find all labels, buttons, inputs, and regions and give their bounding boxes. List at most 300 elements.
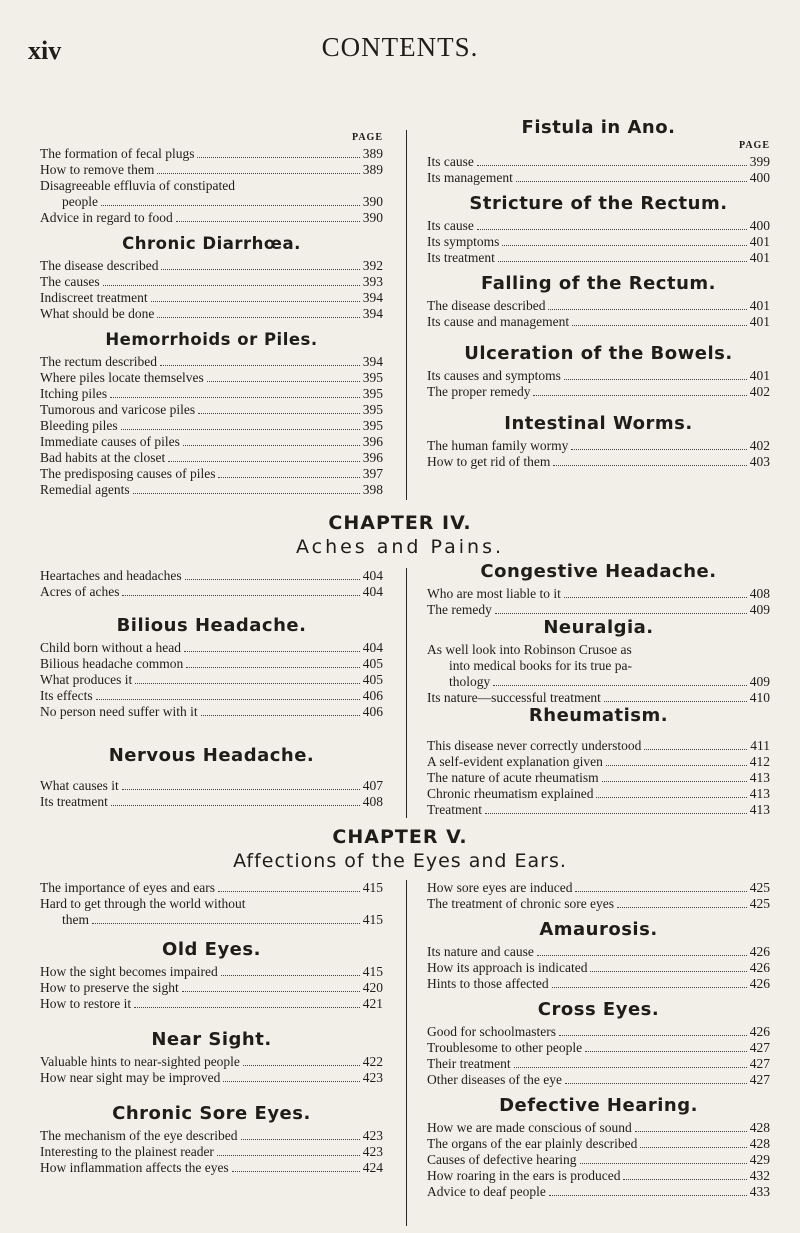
dot-leader xyxy=(565,1083,747,1084)
section-heading: Fistula in Ano. xyxy=(521,117,676,138)
toc-page-number: 393 xyxy=(362,274,383,289)
toc-list xyxy=(40,354,383,498)
toc-entry-text: Advice to deaf people xyxy=(427,1184,546,1199)
dot-leader xyxy=(157,173,359,174)
toc-list xyxy=(40,1054,383,1086)
toc-page-number: 422 xyxy=(362,1054,383,1069)
toc-page-number: 405 xyxy=(362,656,383,671)
toc-page-number: 394 xyxy=(362,354,383,369)
page-folio: xiv xyxy=(28,36,62,65)
toc-entry-text: Remedial agents xyxy=(40,482,130,497)
toc-entry-text: Hints to those affected xyxy=(427,976,549,991)
toc-entry-text: Bleeding piles xyxy=(40,418,118,433)
toc-page-number: 408 xyxy=(749,586,770,601)
dot-leader xyxy=(564,597,747,598)
section-heading: Intestinal Worms. xyxy=(504,413,693,434)
toc-page-number: 415 xyxy=(362,964,383,979)
toc-page-number: 404 xyxy=(362,640,383,655)
toc-page-number: 421 xyxy=(362,996,383,1011)
toc-entry-text: Valuable hints to near-sighted people xyxy=(40,1054,240,1069)
chapter-heading: CHAPTER IV. xyxy=(328,512,472,534)
dot-leader xyxy=(157,317,359,318)
toc-entry xyxy=(427,880,770,896)
dot-leader xyxy=(564,379,747,380)
toc-entry xyxy=(40,880,383,896)
toc-entry-text: The disease described xyxy=(40,258,159,273)
toc-entry-text: Interesting to the plainest reader xyxy=(40,1144,214,1159)
toc-entry xyxy=(40,794,383,810)
toc-entry xyxy=(427,1136,770,1152)
toc-entry-text: How near sight may be improved xyxy=(40,1070,221,1085)
toc-entry-text: As well look into Robinson Crusoe as xyxy=(427,642,632,657)
toc-entry xyxy=(40,1128,383,1144)
toc-entry xyxy=(427,1056,770,1072)
dot-leader xyxy=(232,1171,360,1172)
section-heading: Bilious Headache. xyxy=(116,615,307,636)
dot-leader xyxy=(96,699,360,700)
toc-list xyxy=(427,154,770,186)
toc-list xyxy=(427,1120,770,1200)
toc-entry xyxy=(40,1054,383,1070)
top-right-column xyxy=(427,117,770,470)
toc-entry-text: The treatment of chronic sore eyes xyxy=(427,896,615,911)
toc-entry xyxy=(427,170,770,186)
toc-entry-text: How the sight becomes impaired xyxy=(40,964,218,979)
dot-leader xyxy=(553,465,746,466)
toc-entry xyxy=(40,466,383,482)
toc-page-number: 400 xyxy=(749,170,770,185)
toc-page-number: 390 xyxy=(362,210,383,225)
toc-entry xyxy=(427,250,770,266)
toc-page-number: 396 xyxy=(362,434,383,449)
toc-list xyxy=(427,944,770,992)
toc-page-number: 395 xyxy=(362,386,383,401)
toc-entry-text: The mechanism of the eye described xyxy=(40,1128,238,1143)
toc-entry xyxy=(427,1120,770,1136)
toc-page-number: 410 xyxy=(749,690,770,705)
toc-list xyxy=(427,438,770,470)
page-label: PAGE xyxy=(738,140,770,151)
toc-entry-text: Bilious headache common xyxy=(40,656,184,671)
dot-leader xyxy=(635,1131,747,1132)
toc-entry-text: How roaring in the ears is produced xyxy=(427,1168,621,1183)
section-heading: Cross Eyes. xyxy=(537,999,660,1020)
toc-entry-text: Its management xyxy=(427,170,513,185)
toc-entry-text: How to preserve the sight xyxy=(40,980,179,995)
toc-page-number: 424 xyxy=(362,1160,383,1175)
toc-list xyxy=(40,568,383,600)
section-heading: Rheumatism. xyxy=(528,705,669,726)
toc-entry-text: The importance of eyes and ears xyxy=(40,880,216,895)
toc-page-number: 394 xyxy=(362,290,383,305)
toc-entry-text: Its cause xyxy=(427,154,474,169)
dot-leader xyxy=(514,1067,747,1068)
dot-leader xyxy=(198,413,360,414)
toc-entry-text: Tumorous and varicose piles xyxy=(40,402,196,417)
toc-entry xyxy=(427,454,770,470)
toc-page-number: 413 xyxy=(749,786,770,801)
section-heading: Chronic Sore Eyes. xyxy=(112,1103,311,1124)
toc-list xyxy=(427,690,770,706)
toc-entry xyxy=(40,1160,383,1176)
bottom-left-column xyxy=(40,880,383,1176)
toc-entry-text: The organs of the ear plainly described xyxy=(427,1136,638,1151)
toc-entry-text: Where piles locate themselves xyxy=(40,370,204,385)
toc-entry xyxy=(40,640,383,656)
toc-page-number: 427 xyxy=(749,1056,770,1071)
toc-list xyxy=(40,146,383,178)
toc-entry-text: The remedy xyxy=(427,602,492,617)
toc-entry-text: Hard to get through the world without xyxy=(40,896,246,911)
toc-entry-text: people xyxy=(62,194,98,209)
dot-leader xyxy=(537,955,747,956)
toc-page-number: 423 xyxy=(362,1144,383,1159)
toc-list xyxy=(40,640,383,720)
dot-leader xyxy=(640,1147,746,1148)
dot-leader xyxy=(533,395,746,396)
toc-entry-text: Indiscreet treatment xyxy=(40,290,148,305)
toc-entry xyxy=(427,896,770,912)
toc-entry xyxy=(40,656,383,672)
toc-entry-text: Other diseases of the eye xyxy=(427,1072,562,1087)
toc-entry xyxy=(427,154,770,170)
section-heading: Defective Hearing. xyxy=(499,1095,698,1116)
toc-entry xyxy=(427,802,770,818)
dot-leader xyxy=(502,245,746,246)
toc-entry-text: What should be done xyxy=(40,306,155,321)
toc-page-number: 409 xyxy=(749,674,770,689)
toc-entry-text: Advice in regard to food xyxy=(40,210,173,225)
toc-entry-text: Bad habits at the closet xyxy=(40,450,166,465)
toc-entry xyxy=(427,368,770,384)
toc-page-number: 401 xyxy=(749,368,770,383)
toc-entry xyxy=(40,418,383,434)
dot-leader xyxy=(182,991,360,992)
toc-entry xyxy=(40,1070,383,1086)
toc-entry xyxy=(427,384,770,400)
section-heading: Ulceration of the Bowels. xyxy=(464,343,733,364)
dot-leader xyxy=(575,891,746,892)
toc-page-number: 433 xyxy=(749,1184,770,1199)
toc-page-number: 399 xyxy=(749,154,770,169)
dot-leader xyxy=(243,1065,360,1066)
toc-page-number: 408 xyxy=(362,794,383,809)
dot-leader xyxy=(572,325,747,326)
toc-entry-text: thology xyxy=(449,674,491,689)
dot-leader xyxy=(596,797,746,798)
toc-entry-text: No person need suffer with it xyxy=(40,704,198,719)
toc-entry-text: into medical books for its true pa- xyxy=(449,658,632,673)
toc-entry-text: What produces it xyxy=(40,672,133,687)
toc-entry xyxy=(40,778,383,794)
toc-page-number: 409 xyxy=(749,602,770,617)
dot-leader xyxy=(183,445,360,446)
toc-page-number: 389 xyxy=(362,146,383,161)
toc-entry-text: The formation of fecal plugs xyxy=(40,146,195,161)
dot-leader xyxy=(477,165,747,166)
toc-page-number: 392 xyxy=(362,258,383,273)
dot-leader xyxy=(477,229,747,230)
toc-entry-text: How its approach is indicated xyxy=(427,960,588,975)
toc-entry-text: Its treatment xyxy=(427,250,495,265)
chapter-title: Aches and Pains. xyxy=(295,536,505,558)
toc-entry xyxy=(427,1040,770,1056)
toc-entry-text: Child born without a head xyxy=(40,640,181,655)
section-heading: Chronic Diarrhœa. xyxy=(122,234,301,253)
page-header xyxy=(0,0,800,65)
toc-page-number: 396 xyxy=(362,450,383,465)
toc-entry-text: The rectum described xyxy=(40,354,157,369)
toc-entry-text: Disagreeable effluvia of constipated xyxy=(40,178,236,193)
toc-page-number: 401 xyxy=(749,250,770,265)
toc-page-number: 398 xyxy=(362,482,383,497)
dot-leader xyxy=(185,579,360,580)
chapter-title: Affections of the Eyes and Ears. xyxy=(233,850,567,872)
dot-leader xyxy=(201,715,360,716)
dot-leader xyxy=(110,397,360,398)
dot-leader xyxy=(580,1163,747,1164)
toc-page-number: 425 xyxy=(749,880,770,895)
toc-entry xyxy=(40,402,383,418)
toc-list xyxy=(40,880,383,896)
toc-entry xyxy=(40,274,383,290)
toc-entry xyxy=(427,754,770,770)
dot-leader xyxy=(121,429,360,430)
toc-entry xyxy=(40,146,383,162)
dot-leader xyxy=(135,683,360,684)
toc-entry-text: Troublesome to other people xyxy=(427,1040,583,1055)
toc-list xyxy=(40,1128,383,1176)
toc-list xyxy=(40,210,383,226)
toc-page-number: 394 xyxy=(362,306,383,321)
toc-entry-text: Its nature and cause xyxy=(427,944,534,959)
toc-page-number: 426 xyxy=(749,944,770,959)
dot-leader xyxy=(241,1139,360,1140)
toc-entry-text: Its cause xyxy=(427,218,474,233)
toc-entry xyxy=(40,290,383,306)
section-heading: Near Sight. xyxy=(151,1029,272,1050)
toc-entry xyxy=(40,688,383,704)
section-heading: Neuralgia. xyxy=(543,617,654,638)
dot-leader xyxy=(548,309,746,310)
toc-list xyxy=(427,586,770,618)
dot-leader xyxy=(223,1081,359,1082)
toc-page-number: 423 xyxy=(362,1128,383,1143)
toc-entry xyxy=(427,1168,770,1184)
dot-leader xyxy=(559,1035,747,1036)
toc-page-number: 397 xyxy=(362,466,383,481)
toc-entry xyxy=(427,786,770,802)
toc-entry-text: How sore eyes are induced xyxy=(427,880,573,895)
toc-page-number: 426 xyxy=(749,1024,770,1039)
dot-leader xyxy=(151,301,360,302)
toc-page-number: 401 xyxy=(749,298,770,313)
toc-entry xyxy=(40,450,383,466)
toc-entry xyxy=(40,386,383,402)
toc-page-number: 423 xyxy=(362,1070,383,1085)
toc-page-number: 425 xyxy=(749,896,770,911)
toc-entry xyxy=(427,976,770,992)
toc-page-number: 407 xyxy=(362,778,383,793)
toc-entry-text: Good for schoolmasters xyxy=(427,1024,556,1039)
dot-leader xyxy=(221,975,360,976)
toc-entry-text: How to get rid of them xyxy=(427,454,551,469)
dot-leader xyxy=(552,987,747,988)
toc-entry-text: Itching piles xyxy=(40,386,108,401)
mid-left-column xyxy=(40,568,383,810)
toc-entry xyxy=(40,964,383,980)
toc-list xyxy=(427,880,770,912)
toc-page-number: 390 xyxy=(362,194,383,209)
toc-entry-text: Its cause and management xyxy=(427,314,570,329)
dot-leader xyxy=(644,749,747,750)
toc-page-number: 426 xyxy=(749,976,770,991)
toc-entry xyxy=(40,704,383,720)
dot-leader xyxy=(122,595,359,596)
toc-page-number: 389 xyxy=(362,162,383,177)
toc-entry-text: The human family wormy xyxy=(427,438,569,453)
toc-entry xyxy=(427,298,770,314)
toc-page-number: 405 xyxy=(362,672,383,687)
toc-page-number: 412 xyxy=(749,754,770,769)
toc-entry-text: The disease described xyxy=(427,298,546,313)
toc-entry-text: Its effects xyxy=(40,688,93,703)
toc-entry-text: Acres of aches xyxy=(40,584,120,599)
toc-page-number: 404 xyxy=(362,568,383,583)
dot-leader xyxy=(176,221,360,222)
section-heading: Nervous Headache. xyxy=(108,745,315,766)
toc-entry xyxy=(40,434,383,450)
toc-entry xyxy=(427,642,770,690)
dot-leader xyxy=(133,493,360,494)
dot-leader xyxy=(590,971,746,972)
toc-entry xyxy=(427,1024,770,1040)
dot-leader xyxy=(168,461,360,462)
toc-entry xyxy=(40,178,383,210)
toc-page-number: 395 xyxy=(362,402,383,417)
dot-leader xyxy=(604,701,747,702)
toc-list xyxy=(427,738,770,818)
dot-leader xyxy=(495,613,747,614)
toc-page-number: 415 xyxy=(362,880,383,895)
toc-entry-text: Treatment xyxy=(427,802,482,817)
toc-page-number: 402 xyxy=(749,438,770,453)
column-divider xyxy=(406,880,407,1226)
toc-entry xyxy=(40,354,383,370)
section-heading: Hemorrhoids or Piles. xyxy=(105,330,318,349)
toc-entry xyxy=(427,770,770,786)
toc-entry-text: How we are made conscious of sound xyxy=(427,1120,632,1135)
toc-entry xyxy=(40,672,383,688)
toc-entry xyxy=(40,258,383,274)
dot-leader xyxy=(585,1051,747,1052)
toc-list xyxy=(427,218,770,266)
toc-entry xyxy=(40,996,383,1012)
section-heading: Old Eyes. xyxy=(162,939,261,960)
page-label: PAGE xyxy=(351,132,383,143)
dot-leader xyxy=(218,891,360,892)
toc-page-number: 411 xyxy=(750,738,770,753)
toc-entry xyxy=(427,1072,770,1088)
toc-entry-text: The proper remedy xyxy=(427,384,531,399)
dot-leader xyxy=(571,449,746,450)
toc-entry-text: The nature of acute rheumatism xyxy=(427,770,599,785)
toc-entry xyxy=(40,568,383,584)
dot-leader xyxy=(485,813,747,814)
toc-page-number: 428 xyxy=(749,1136,770,1151)
toc-entry-text: Causes of defective hearing xyxy=(427,1152,577,1167)
toc-entry-text: Who are most liable to it xyxy=(427,586,561,601)
toc-entry-text: How to remove them xyxy=(40,162,155,177)
dot-leader xyxy=(217,1155,360,1156)
toc-entry-text: The causes xyxy=(40,274,100,289)
toc-entry xyxy=(40,306,383,322)
toc-list xyxy=(40,964,383,1012)
toc-entry-text: Its causes and symptoms xyxy=(427,368,561,383)
toc-entry xyxy=(40,980,383,996)
toc-entry xyxy=(40,896,383,928)
toc-entry xyxy=(427,438,770,454)
dot-leader xyxy=(122,789,360,790)
toc-page-number: 429 xyxy=(749,1152,770,1167)
toc-list xyxy=(427,1024,770,1088)
toc-entry xyxy=(40,370,383,386)
toc-entry xyxy=(40,584,383,600)
column-divider xyxy=(406,130,407,500)
toc-entry xyxy=(427,1184,770,1200)
toc-page-number: 395 xyxy=(362,370,383,385)
dot-leader xyxy=(134,1007,360,1008)
dot-leader xyxy=(160,365,360,366)
dot-leader xyxy=(103,285,360,286)
toc-page-number: 427 xyxy=(749,1072,770,1087)
dot-leader xyxy=(161,269,359,270)
toc-entry-text: Immediate causes of piles xyxy=(40,434,180,449)
toc-list xyxy=(40,778,383,810)
dot-leader xyxy=(207,381,360,382)
toc-entry-text: How to restore it xyxy=(40,996,132,1011)
toc-entry-text: Its treatment xyxy=(40,794,108,809)
toc-page-number: 432 xyxy=(749,1168,770,1183)
toc-entry-text: them xyxy=(62,912,89,927)
toc-list xyxy=(427,298,770,330)
toc-list xyxy=(40,258,383,322)
dot-leader xyxy=(184,651,360,652)
toc-page-number: 395 xyxy=(362,418,383,433)
column-divider xyxy=(406,568,407,818)
toc-entry xyxy=(40,162,383,178)
toc-page-number: 415 xyxy=(362,912,383,927)
dot-leader xyxy=(516,181,747,182)
dot-leader xyxy=(498,261,747,262)
toc-page-number: 401 xyxy=(749,314,770,329)
section-heading: Amaurosis. xyxy=(539,919,658,940)
toc-entry-text: Heartaches and headaches xyxy=(40,568,182,583)
toc-entry-text: What causes it xyxy=(40,778,119,793)
toc-entry-text: Their treatment xyxy=(427,1056,511,1071)
toc-page-number: 420 xyxy=(362,980,383,995)
toc-entry-text: This disease never correctly understood xyxy=(427,738,642,753)
top-left-column xyxy=(40,130,383,498)
toc-page-number: 404 xyxy=(362,584,383,599)
toc-page-number: 403 xyxy=(749,454,770,469)
dot-leader xyxy=(617,907,747,908)
dot-leader xyxy=(606,765,747,766)
bottom-right-column xyxy=(427,880,770,1200)
toc-page-number: 428 xyxy=(749,1120,770,1135)
mid-right-column xyxy=(427,561,770,818)
toc-entry xyxy=(427,234,770,250)
